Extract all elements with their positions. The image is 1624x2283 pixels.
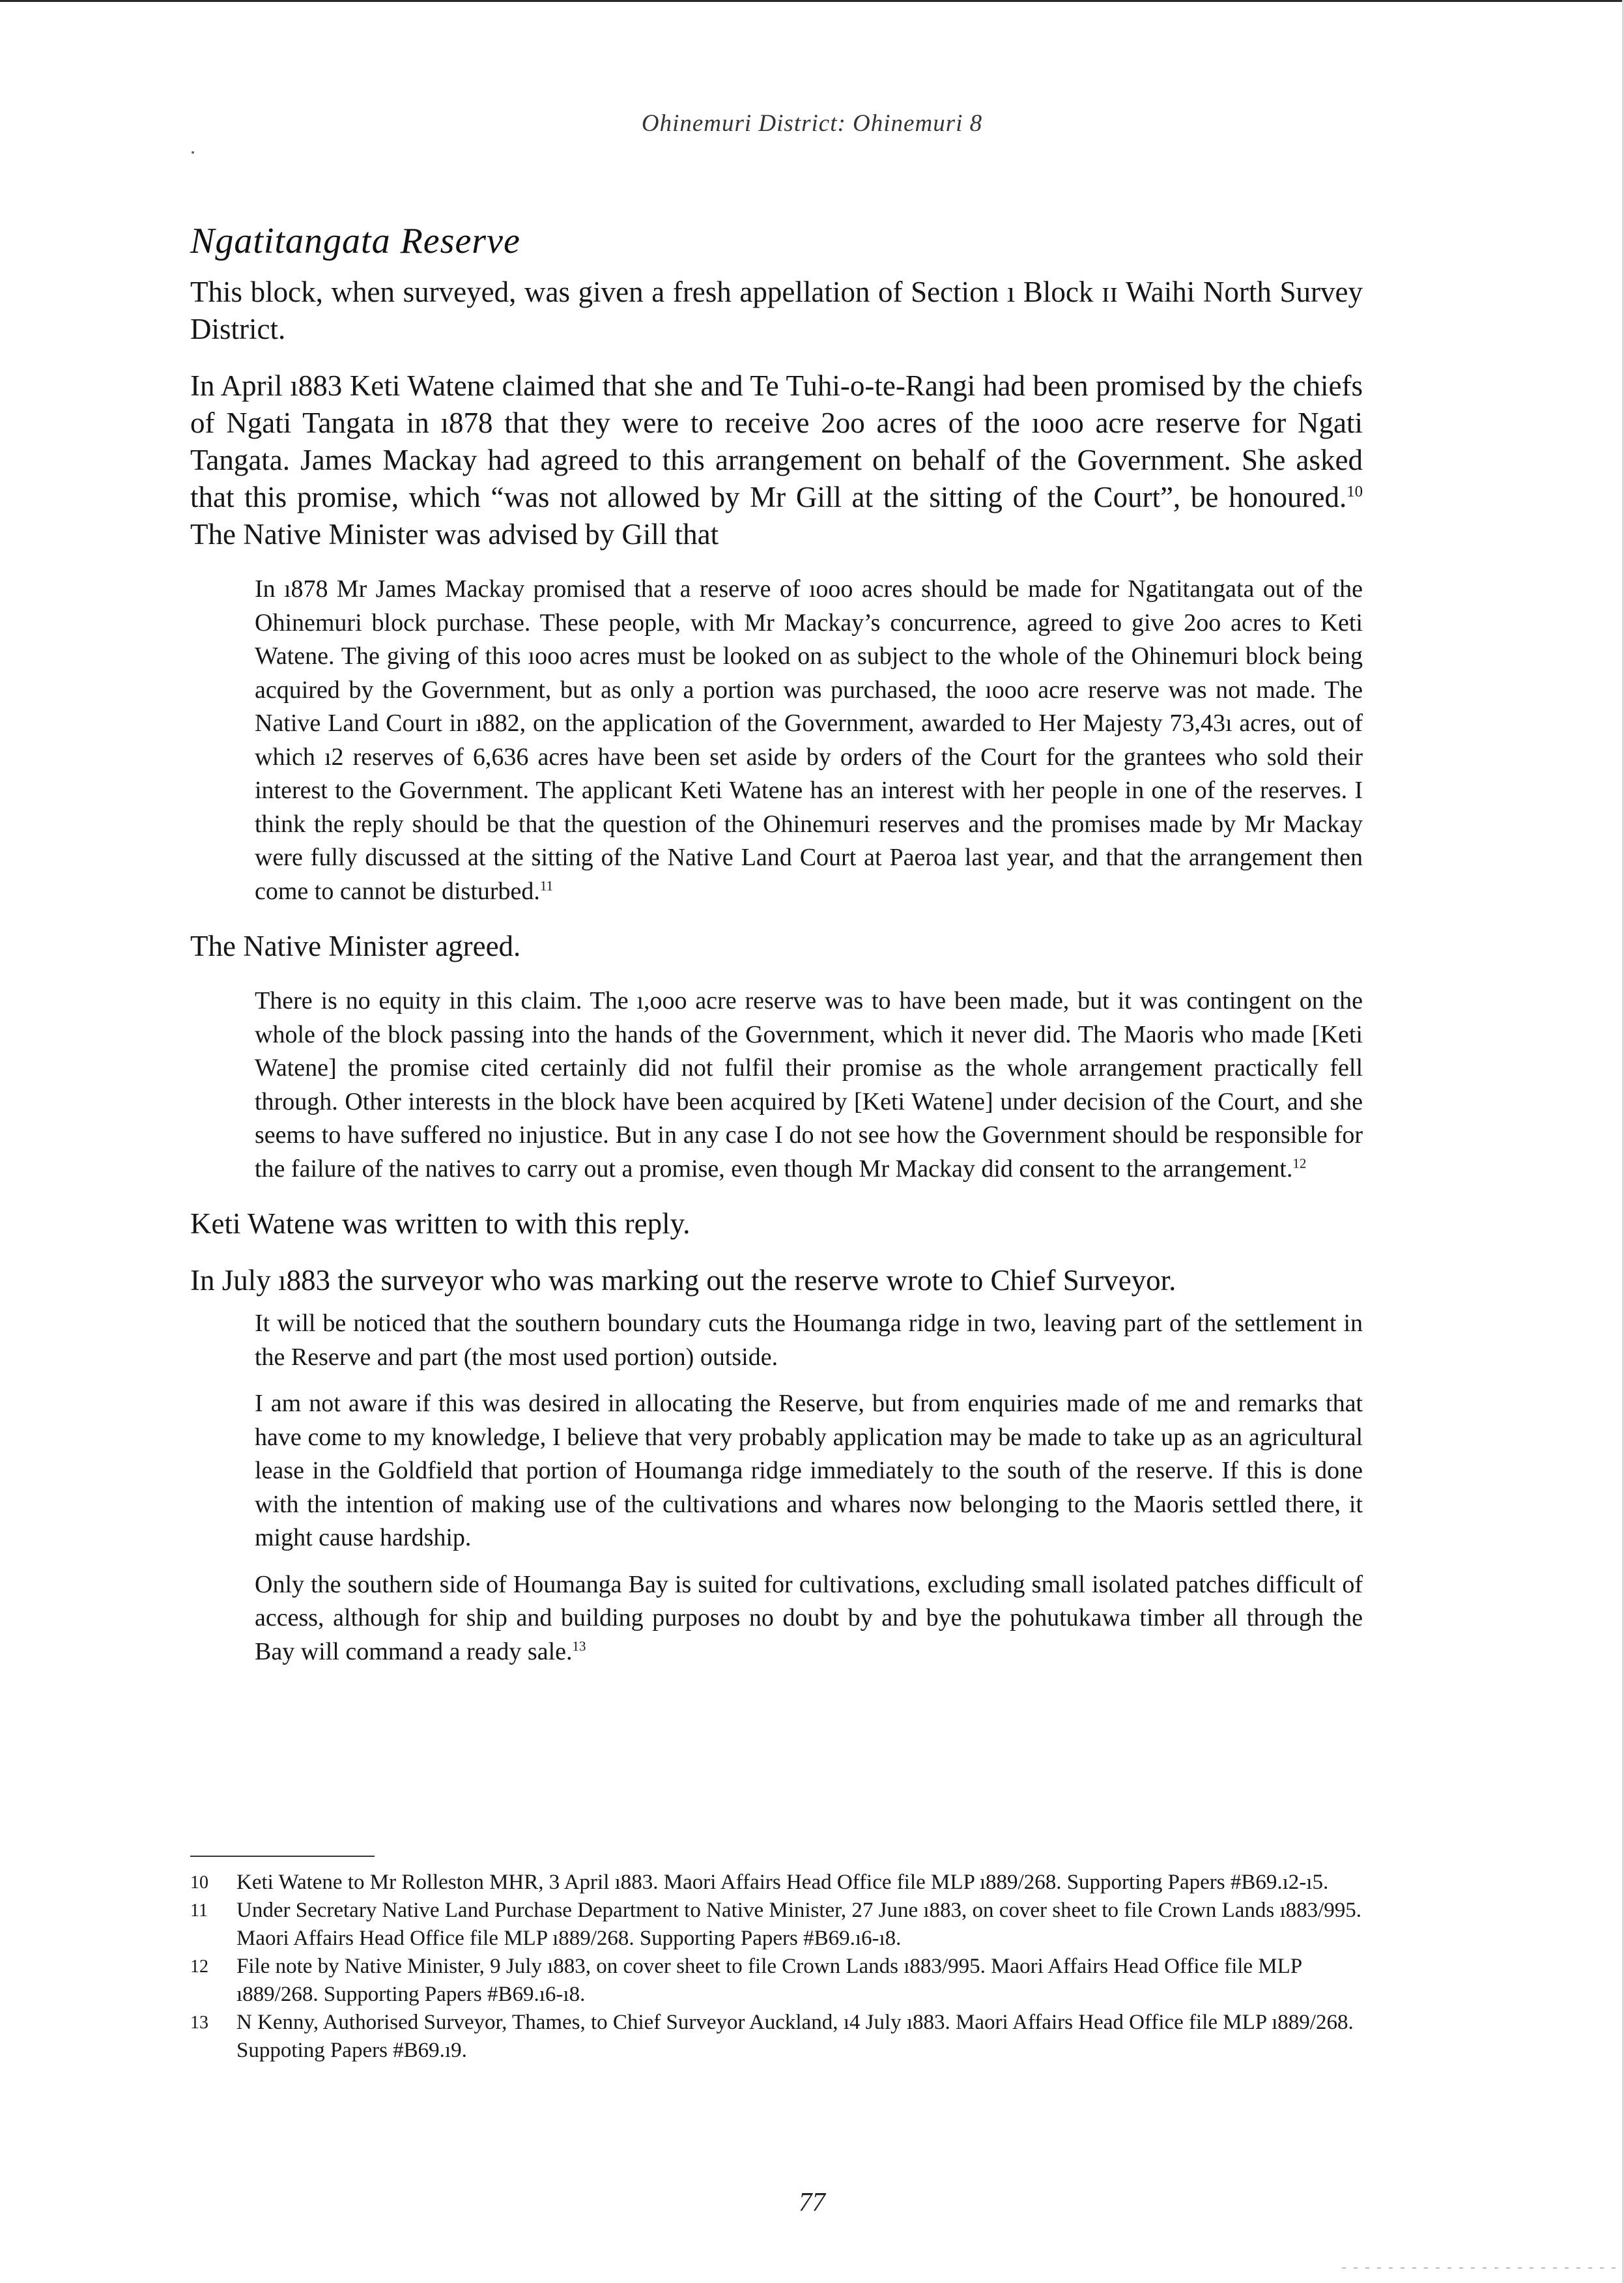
footnote-separator — [190, 1856, 375, 1857]
top-border-line — [0, 0, 1624, 2]
footnote-ref-12[interactable]: 12 — [1292, 1155, 1307, 1171]
running-header: Ohinemuri District: Ohinemuri 8 — [641, 110, 983, 137]
quote-minister-reply — [255, 984, 1363, 1186]
footnote-ref-13[interactable]: 13 — [572, 1637, 586, 1654]
footnote-text: Keti Watene to Mr Rolleston MHR, 3 April ı883. Maori Affairs Head Office file MLP ı889/268. Supporting Papers #B69.ı2-ı5. — [236, 1871, 1329, 1894]
quote-surveyor — [255, 1307, 1363, 1669]
page-number: 77 — [799, 2187, 825, 2217]
quote-paragraph — [255, 984, 1363, 1186]
footnote-number: 10 — [190, 1873, 208, 1893]
quote-gill-advice — [255, 573, 1363, 908]
footnote-text: N Kenny, Authorised Surveyor, Thames, to Chief Surveyor Auckland, ı4 July ı883. Maori Affairs Head Office file MLP ı889/268. Suppoting Papers #B69.ı9. — [236, 2011, 1354, 2062]
quote-text: In ı878 Mr James Mackay promised that a reserve of ıooo acres should be made for Ngatitangata out of the Ohinemuri block purchase. These people, with Mr Mackay’s concurrence, agreed to give 2oo acres to Keti Watene. The giving of this ıooo acres must be looked on as subject to the whole of the Ohinemuri block being acquired by the Government, but as only a portion was purchased, the ıooo acre reserve was not made. The Native Land Court in ı882, on the application of the Government, awarded to Her Majesty 73,43ı acres, out of which ı2 reserves of 6,636 acres have been set aside by orders of the Court for the grantees who sold their interest to the Government. The applicant Keti Watene has an interest with her people in one of the reserves. I think the reply should be that the question of the Ohinemuri reserves and the promises made by Mr Mackay were fully discussed at the sitting of the Native Land Court at Paeroa last year, and that the arrangement then come to cannot be disturbed. — [255, 575, 1363, 905]
footnote-item — [190, 1897, 1363, 1953]
footnote-number: 12 — [190, 1957, 208, 1977]
footnotes — [190, 1869, 1363, 2065]
quote-paragraph-boundary: It will be noticed that the southern boundary cuts the Houmanga ridge in two, leaving part of the settlement in the Reserve and part (the most used portion) outside. — [255, 1310, 1363, 1371]
quote-text: There is no equity in this claim. The ı,ooo acre reserve was to have been made, but it was contingent on the whole of the block passing into the hands of the Government, which it never did. The Maoris who made [Keti Watene] the promise cited certainly did not fulfil their promise as the whole arrangement practically fell through. Other interests in the block have been acquired by [Keti Watene] under decision of the Court, and she seems to have suffered no injustice. But in any case I do not see how the Government should be responsible for the failure of the natives to carry out a promise, even though Mr Mackay did consent to the arrangement. — [255, 987, 1363, 1183]
footnote-text: Under Secretary Native Land Purchase Department to Native Minister, 27 June ı883, on cover sheet to file Crown Lands ı883/995. Maori Affairs Head Office file MLP ı889/268. Supporting Papers #B69.ı6-ı8. — [236, 1899, 1362, 1950]
paragraph-text: In April ı883 Keti Watene claimed that she and Te Tuhi-o-te-Rangi had been promised by the chiefs of Ngati Tangata in ı878 that they were to receive 2oo acres of the ıooo acre reserve for Ngati Tangata. James Mackay had agreed to this arrangement on behalf of the Government. She asked that this promise, which “was not allowed by Mr Gill at the sitting of the Court”, be honoured. — [190, 369, 1363, 513]
paragraph-surveyor-letter: In July ı883 the surveyor who was marking out the reserve wrote to Chief Surveyor. — [190, 1264, 1176, 1297]
paragraph-keti-watene-claim — [190, 367, 1363, 553]
footnote-ref-10[interactable]: 10 — [1346, 483, 1363, 500]
quote-text: Only the southern side of Houmanga Bay is suited for cultivations, excluding small isolated patches difficult of access, although for ship and building purposes no doubt by and bye the pohutukawa timber all through the Bay will command a ready sale. — [255, 1570, 1363, 1665]
footnote-item — [190, 2009, 1363, 2065]
quote-paragraph — [255, 573, 1363, 908]
paragraph-written-reply: Keti Watene was written to with this reply. — [190, 1207, 691, 1240]
scan-edge-dots — [1342, 2267, 1616, 2269]
section-title: Ngatitangata Reserve — [190, 221, 520, 261]
footnote-item — [190, 1869, 1363, 1897]
footnote-number: 13 — [190, 2013, 208, 2033]
paragraph-survey-appellation: This block, when surveyed, was given a fresh appellation of Section ı Block ɪɪ Waihi North Survey District. — [190, 276, 1363, 345]
footnote-number: 11 — [190, 1901, 208, 1921]
scan-speck — [192, 151, 194, 154]
footnote-ref-11[interactable]: 11 — [539, 877, 554, 893]
footnote-text: File note by Native Minister, 9 July ı883, on cover sheet to file Crown Lands ı883/995. Maori Affairs Head Office file MLP ı889/268. Supporting Papers #B69.ı6-ı8. — [236, 1955, 1302, 2006]
main-content — [190, 220, 1363, 1688]
paragraph-text-tail: The Native Minister was advised by Gill that — [190, 518, 719, 551]
quote-paragraph-cultivations — [255, 1568, 1363, 1669]
paragraph-minister-agreed: The Native Minister agreed. — [190, 930, 521, 962]
footnote-item — [190, 1953, 1363, 2009]
quote-paragraph-lease: I am not aware if this was desired in allocating the Reserve, but from enquiries made of me and remarks that have come to my knowledge, I believe that very probably application may be made to take up as an agricultural lease in the Goldfield that portion of Houmanga ridge immediately to the south of the reserve. If this is done with the intention of making use of the cultivations and whares now belonging to the Maoris settled there, it might cause hardship. — [255, 1390, 1363, 1551]
